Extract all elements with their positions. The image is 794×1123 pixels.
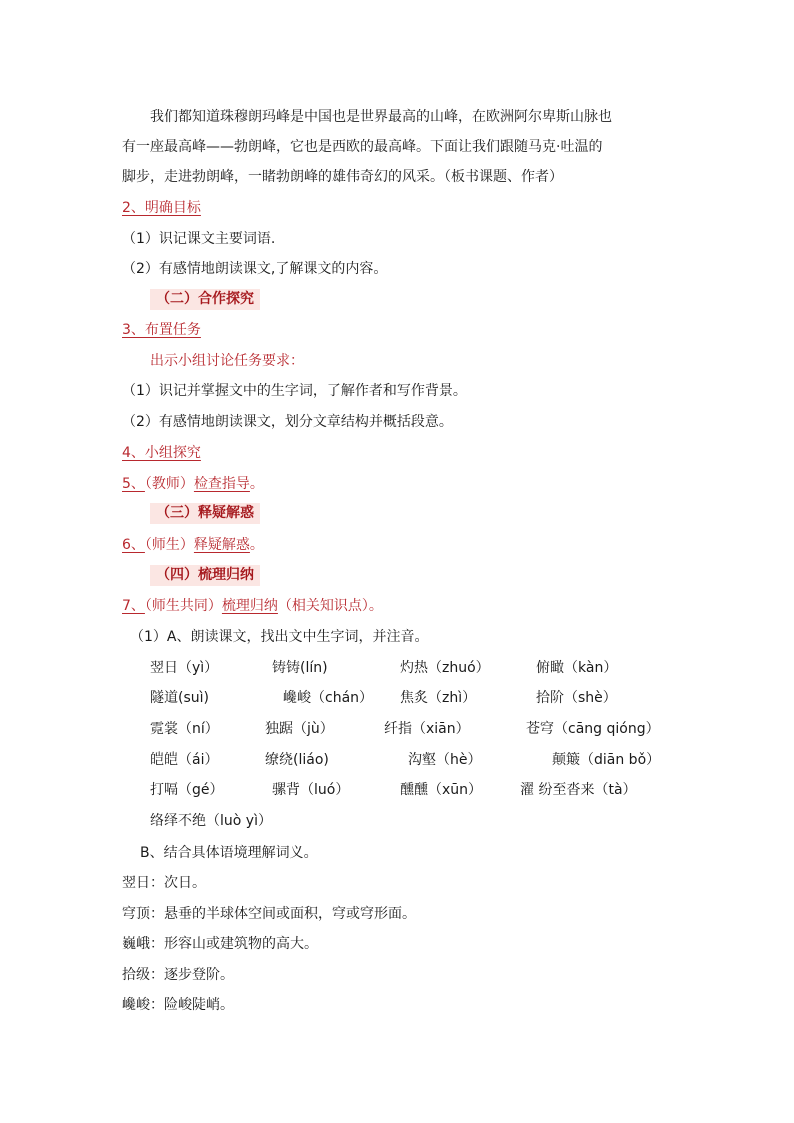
step3-lead: 出示小组讨论任务要求： — [150, 353, 304, 369]
vocab-item: 骡背（luó） — [272, 782, 350, 798]
step4-title: 4、小组探究 — [122, 445, 201, 461]
vocab-item: 打嗝（gé） — [150, 782, 224, 798]
definition-item: 拾级：逐步登阶。 — [122, 967, 234, 983]
vocab-item: 拾阶（shè） — [536, 690, 617, 706]
intro-line-3: 脚步，走进勃朗峰，一睹勃朗峰的雄伟奇幻的风采。（板书课题、作者） — [122, 169, 563, 185]
vocab-item: 铸铸(lín) — [272, 660, 328, 676]
vocab-item: 颠簸（diān bǒ） — [552, 752, 661, 768]
vocab-item: 翌日（yì） — [150, 660, 219, 676]
step3-title: 3、布置任务 — [122, 322, 201, 338]
step5-line — [122, 475, 264, 493]
vocab-item: 沟壑（hè） — [408, 752, 482, 768]
definition-item: 翌日：次日。 — [122, 875, 206, 891]
step6-action: 释疑解惑 — [193, 537, 250, 553]
section-heading-summarize: （四）梳理归纳 — [150, 565, 260, 586]
step2-item-2: （2）有感情地朗读课文,了解课文的内容。 — [122, 261, 388, 277]
step5-number: 5、 — [122, 476, 145, 492]
vocab-item: 络绎不绝（luò yì） — [150, 813, 272, 829]
section-heading-cooperative-inquiry: （二）合作探究 — [150, 289, 260, 310]
vocab-item: 独踞（jù） — [265, 721, 334, 737]
step7-note: （相关知识点） — [277, 598, 369, 614]
step7-number: 7、 — [122, 598, 145, 614]
section-heading-clarify-doubts: （三）释疑解惑 — [150, 503, 260, 524]
vocab-item: 濯 纷至沓来（tà） — [520, 782, 637, 798]
step7-role: （师生共同） — [144, 598, 222, 614]
step6-line — [122, 536, 264, 554]
vocab-item: 纤指（xiān） — [384, 721, 470, 737]
definition-item: 巍峨：形容山或建筑物的高大。 — [122, 936, 318, 952]
step6-end: 。 — [249, 537, 264, 553]
step2-item-1: （1）识记课文主要词语. — [122, 231, 276, 247]
vocab-item: 焦炙（zhì） — [400, 690, 477, 706]
vocab-item: 皑皑（ái） — [150, 752, 219, 768]
definition-item: 巉峻：险峻陡峭。 — [122, 997, 234, 1013]
vocab-item: 苍穹（cāng qióng） — [526, 721, 660, 737]
step3-item-2: （2）有感情地朗读课文，划分文章结构并概括段意。 — [122, 414, 453, 430]
part-a-instruction: （1）A、朗读课文，找出文中生字词，并注音。 — [130, 629, 429, 645]
definition-item: 穹顶：悬垂的半球体空间或面积，穹或穹形面。 — [122, 906, 416, 922]
step6-role: （师生） — [144, 537, 194, 553]
vocab-item: 巉峻（chán） — [283, 690, 374, 706]
vocab-item: 俯瞰（kàn） — [536, 660, 618, 676]
step7-action: 梳理归纳 — [221, 598, 278, 614]
step7-end: 。 — [368, 598, 383, 614]
step2-title: 2、明确目标 — [122, 200, 201, 216]
vocab-item: 隧道(suì) — [150, 690, 209, 706]
intro-line-1: 我们都知道珠穆朗玛峰是中国也是世界最高的山峰，在欧洲阿尔卑斯山脉也 — [150, 109, 612, 125]
step6-number: 6、 — [122, 537, 145, 553]
step5-end: 。 — [249, 476, 264, 492]
part-b-instruction: B、结合具体语境理解词义。 — [140, 845, 318, 861]
step3-item-1: （1）识记并掌握文中的生字词，了解作者和写作背景。 — [122, 383, 467, 399]
step7-line — [122, 597, 383, 615]
intro-line-2: 有一座最高峰——勃朗峰，它也是西欧的最高峰。下面让我们跟随马克·吐温的 — [122, 139, 603, 155]
step5-action: 检查指导 — [193, 476, 250, 492]
vocab-item: 灼热（zhuó） — [400, 660, 490, 676]
vocab-item: 霓裳（ní） — [150, 721, 219, 737]
vocab-item: 醺醺（xūn） — [400, 782, 483, 798]
vocab-item: 缭绕(liáo) — [265, 752, 329, 768]
step5-role: （教师） — [144, 476, 194, 492]
